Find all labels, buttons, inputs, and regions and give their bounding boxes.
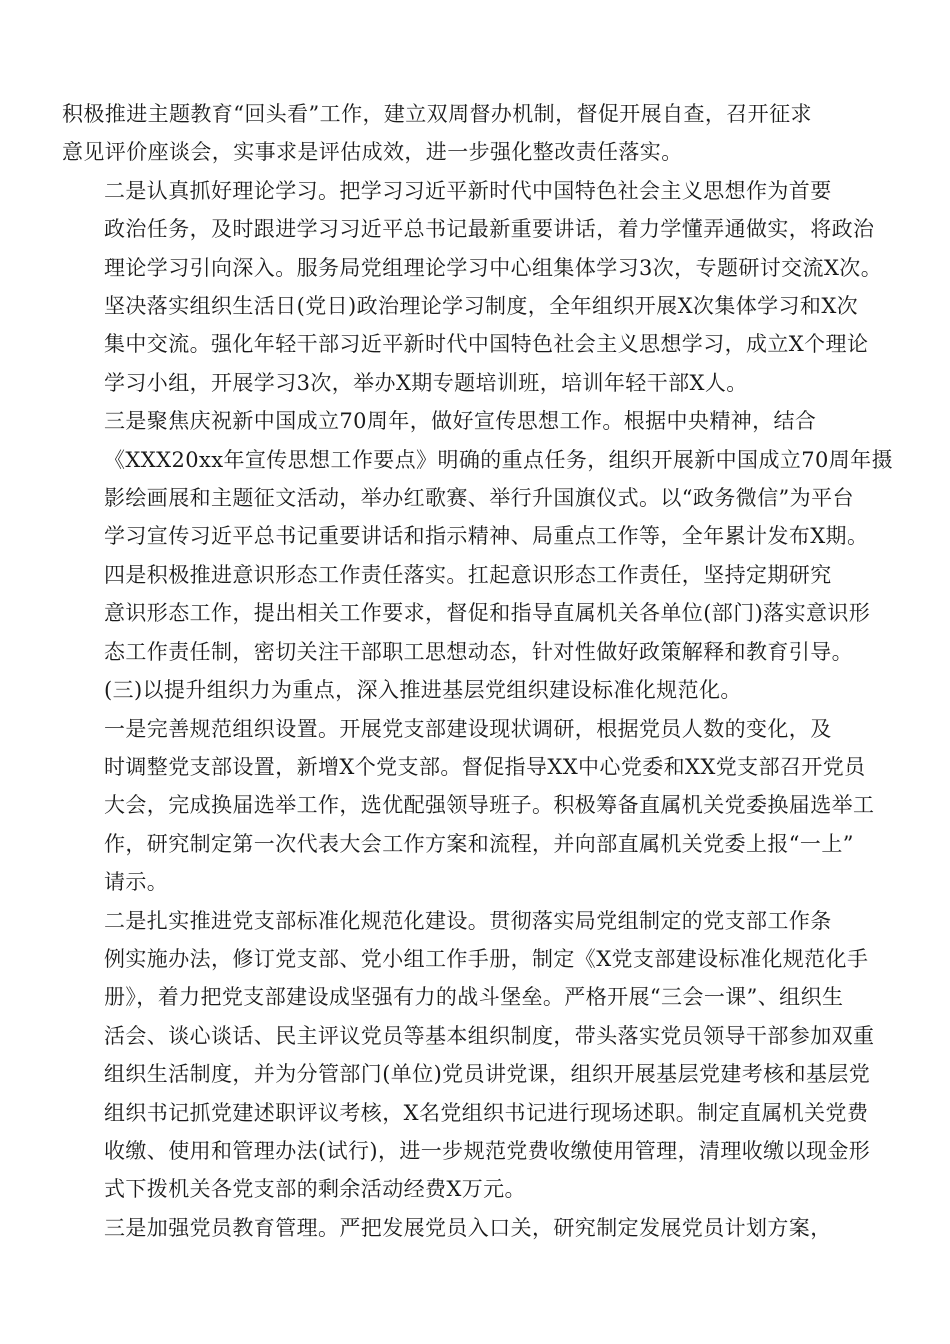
text-line: 收缴、使用和管理办法(试行)，进一步规范党费收缴使用管理，清理收缴以现金形 [104,1138,871,1163]
text-line: 例实施办法，修订党支部、党小组工作手册，制定《X党支部建设标准化规范化手 [104,946,869,971]
text-line: 学习宣传习近平总书记重要讲话和指示精神、局重点工作等，全年累计发布X期。 [104,524,869,549]
text-line: 大会，完成换届选举工作，选优配强领导班子。积极筹备直属机关党委换届选举工 [104,793,875,818]
text-line: 三是聚焦庆祝新中国成立70周年，做好宣传思想工作。根据中央精神，结合 [104,409,817,434]
text-line: 二是认真抓好理论学习。把学习习近平新时代中国特色社会主义思想作为首要 [104,178,832,203]
paragraph-theory-study [62,172,888,402]
paragraph-anniversary-publicity [62,402,893,556]
text-line: 册》，着力把党支部建设成坚强有力的战斗堡垒。严格开展“三会一课”、组织生 [104,985,844,1010]
section-heading-organization [62,671,888,709]
text-line: 一是完善规范组织设置。开展党支部建设现状调研，根据党员人数的变化，及 [104,716,832,741]
text-line: 组织书记抓党建述职评议考核，X名党组织书记进行现场述职。制定直属机关党费 [104,1100,869,1125]
paragraph-member-education [62,1209,888,1247]
document-body [62,95,893,1247]
text-line: (三)以提升组织力为重点，深入推进基层党组织建设标准化规范化。 [104,678,742,703]
text-line: 式下拨机关各党支部的剩余活动经费X万元。 [104,1177,526,1202]
text-line: 影绘画展和主题征文活动，举办红歌赛、举行升国旗仪式。以“政务微信”为平台 [104,486,854,511]
text-line: 政治任务，及时跟进学习习近平总书记最新重要讲话，着力学懂弄通做实，将政治 [104,217,875,242]
text-line: 积极推进主题教育“回头看”工作，建立双周督办机制，督促开展自查，召开征求 [62,102,812,126]
text-line: 时调整党支部设置，新增X个党支部。督促指导XX中心党委和XX党支部召开党员 [104,754,866,779]
text-line: 坚决落实组织生活日(党日)政治理论学习制度，全年组织开展X次集体学习和X次 [104,294,859,319]
paragraph-branch-standardization [62,902,888,1209]
paragraph-organization-setup [62,710,888,902]
text-line: 意见评价座谈会，实事求是评估成效，进一步强化整改责任落实。 [62,140,683,165]
text-line: 《XXX20xx年宣传思想工作要点》明确的重点任务，组织开展新中国成立70周年摄 [104,447,893,472]
text-line: 二是扎实推进党支部标准化规范化建设。贯彻落实局党组制定的党支部工作条 [104,908,832,933]
text-line: 意识形态工作，提出相关工作要求，督促和指导直属机关各单位(部门)落实意识形 [104,601,871,626]
text-line: 理论学习引向深入。服务局党组理论学习中心组集体学习3次，专题研讨交流X次。 [104,255,883,280]
paragraph-ideology-responsibility [62,556,888,671]
text-line: 集中交流。强化年轻干部习近平新时代中国特色社会主义思想学习，成立X个理论 [104,332,869,357]
text-line: 请示。 [104,870,169,895]
text-line: 组织生活制度，并为分管部门(单位)党员讲党课，组织开展基层党建考核和基层党 [104,1062,871,1087]
text-line: 三是加强党员教育管理。严把发展党员入口关，研究制定发展党员计划方案， [104,1215,832,1240]
text-line: 态工作责任制，密切关注干部职工思想动态，针对性做好政策解释和教育引导。 [104,639,853,664]
text-line: 活会、谈心谈话、民主评议党员等基本组织制度，带头落实党员领导干部参加双重 [104,1023,875,1048]
paragraph-intro-continuation [62,95,888,172]
text-line: 作，研究制定第一次代表大会工作方案和流程，并向部直属机关党委上报“一上” [104,831,854,856]
text-line: 学习小组，开展学习3次，举办X期专题培训班，培训年轻干部X人。 [104,370,748,395]
text-line: 四是积极推进意识形态工作责任落实。扛起意识形态工作责任，坚持定期研究 [104,562,832,587]
